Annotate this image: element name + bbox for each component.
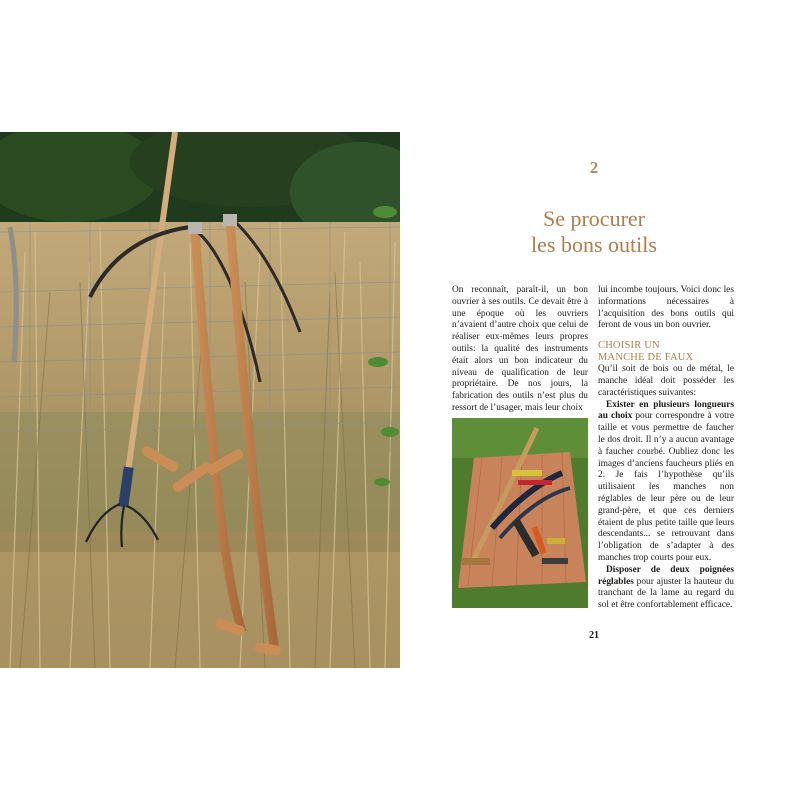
list-item-lengths-bold: Exister en plusieurs longueurs au choix — [598, 399, 734, 422]
chapter-title-line1: Se procurer — [542, 206, 645, 231]
chapter-title-line2: les bons outils — [531, 232, 657, 257]
list-item-grips-bold: Disposer de deux poignées réglables — [598, 564, 734, 587]
text-column-left — [452, 285, 588, 415]
section-intro: Qu’il soit de bois ou de métal, le manche idéal doit posséder les caractéristiques suivantes: — [598, 364, 734, 398]
page-number: 21 — [589, 630, 599, 641]
chapter-title — [490, 206, 698, 258]
continuation-paragraph: lui incombe toujours. Voici donc les informations nécessaires à l’acquisition des bons outils qui feront de vous un bon ouvrier. — [598, 285, 734, 331]
list-item-lengths — [598, 400, 734, 565]
list-item-grips — [598, 565, 734, 612]
list-item-lengths-text: pour correspondre à votre taille et vous permettre de faucher le dos droit. Il n’y a aucun avantage à faucher courbé. Oubliez donc les images d’anciens faucheurs pliés en 2. Je fais l’hypothèse qu’ils utilisaient les manches non réglables de leur père ou de leur grand-père, et que ces derniers étaient de plus petite taille que leurs descendants... se retrouvant dans l’obligation de s’adapter à des manches trop courts pour eux. — [598, 411, 734, 563]
subheading-line1: CHOISIR UN — [598, 340, 660, 352]
photo-scythes-fence — [0, 132, 400, 668]
section-subheading — [598, 340, 734, 364]
chapter-number: 2 — [589, 158, 599, 177]
photo-scythe-parts — [452, 418, 588, 608]
intro-paragraph: On reconnaît, paraît-il, un bon ouvrier à ses outils. Ce devait être à une époque où les ouvriers n’avaient d’autre choix que celui de réaliser eux-mêmes leurs propres outils: la qualité des instruments était alors un bon indicateur du niveau de qualification de leur propriétaire. De nos jours, la fabrication des outils n’est plus du ressort de l’usager, mais leur choix — [452, 285, 588, 413]
subheading-line2: MANCHE DE FAUX — [598, 352, 694, 364]
text-column-right — [598, 285, 734, 612]
list-item-grips-text: pour ajuster la hauteur du tranchant de la lame au regard du sol et être confortablement efficace. — [598, 576, 734, 611]
